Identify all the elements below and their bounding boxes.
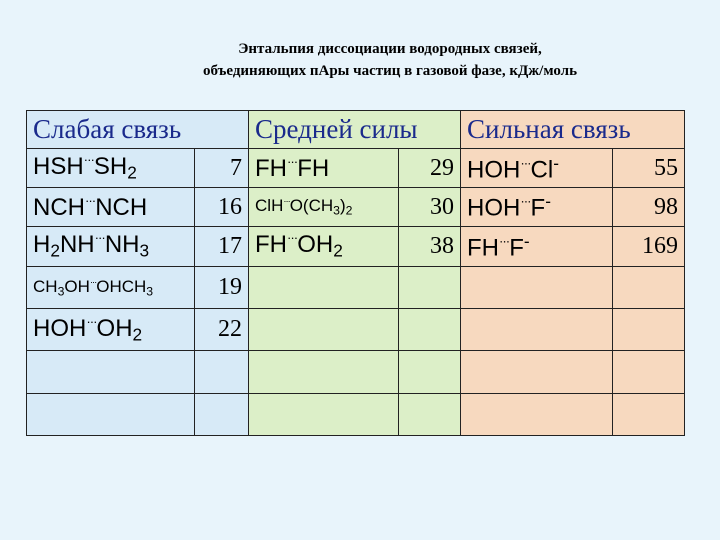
strong-formula: HOH···Cl- bbox=[461, 149, 613, 188]
empty-cell bbox=[461, 351, 613, 393]
strong-value: 98 bbox=[613, 188, 685, 226]
title-line-2: объединяющих пАры частиц в газовой фазе, кДж/моль bbox=[203, 63, 577, 79]
empty-cell bbox=[249, 351, 399, 393]
empty-cell bbox=[613, 266, 685, 308]
strong-value: 169 bbox=[613, 226, 685, 266]
weak-value: 22 bbox=[195, 309, 249, 351]
empty-cell bbox=[399, 393, 461, 435]
header-row bbox=[27, 111, 685, 149]
weak-formula: $CH_3OH^{\cdot\cdot\cdot}OHCH_3$ bbox=[27, 266, 195, 308]
strong-value: 55 bbox=[613, 149, 685, 188]
weak-value: 17 bbox=[195, 226, 249, 266]
weak-formula: $HSH^{\cdot\cdot\cdot}SH_2$ bbox=[27, 149, 195, 188]
empty-cell bbox=[613, 351, 685, 393]
empty-cell bbox=[613, 309, 685, 351]
empty-cell bbox=[613, 393, 685, 435]
header-medium: Средней силы bbox=[249, 111, 461, 149]
weak-formula: NCH···NCH bbox=[27, 188, 195, 226]
table-row bbox=[27, 309, 685, 351]
medium-value: 38 bbox=[399, 226, 461, 266]
medium-formula: $ClH^{\cdot\cdot\cdot}O(CH_3)_2$ bbox=[249, 188, 399, 226]
page-title bbox=[0, 38, 720, 82]
empty-cell bbox=[249, 309, 399, 351]
hydrogen-bond-table bbox=[26, 110, 685, 436]
medium-formula: $FH^{\cdot\cdot\cdot}OH_2$ bbox=[249, 226, 399, 266]
strong-formula: HOH···F- bbox=[461, 188, 613, 226]
empty-cell bbox=[249, 266, 399, 308]
weak-value: 7 bbox=[195, 149, 249, 188]
empty-cell bbox=[399, 351, 461, 393]
medium-value: 30 bbox=[399, 188, 461, 226]
empty-cell bbox=[27, 351, 195, 393]
empty-cell bbox=[461, 309, 613, 351]
empty-cell bbox=[399, 266, 461, 308]
weak-value: 16 bbox=[195, 188, 249, 226]
table-row bbox=[27, 266, 685, 308]
empty-cell bbox=[399, 309, 461, 351]
title-line-1: Энтальпия диссоциации водородных связей, bbox=[238, 41, 542, 57]
empty-cell bbox=[461, 393, 613, 435]
weak-formula: $H_2NH^{\cdot\cdot\cdot}NH_3$ bbox=[27, 226, 195, 266]
table-row bbox=[27, 149, 685, 188]
medium-value: 29 bbox=[399, 149, 461, 188]
empty-cell bbox=[27, 393, 195, 435]
table-row bbox=[27, 393, 685, 435]
empty-cell bbox=[195, 393, 249, 435]
table-row bbox=[27, 226, 685, 266]
medium-formula: FH···FH bbox=[249, 149, 399, 188]
header-strong: Сильная связь bbox=[461, 111, 685, 149]
strong-formula: FH···F- bbox=[461, 226, 613, 266]
header-weak: Слабая связь bbox=[27, 111, 249, 149]
empty-cell bbox=[461, 266, 613, 308]
weak-value: 19 bbox=[195, 266, 249, 308]
empty-cell bbox=[249, 393, 399, 435]
table-row bbox=[27, 188, 685, 226]
table-row bbox=[27, 351, 685, 393]
empty-cell bbox=[195, 351, 249, 393]
weak-formula: $HOH^{\cdot\cdot\cdot}OH_2$ bbox=[27, 309, 195, 351]
